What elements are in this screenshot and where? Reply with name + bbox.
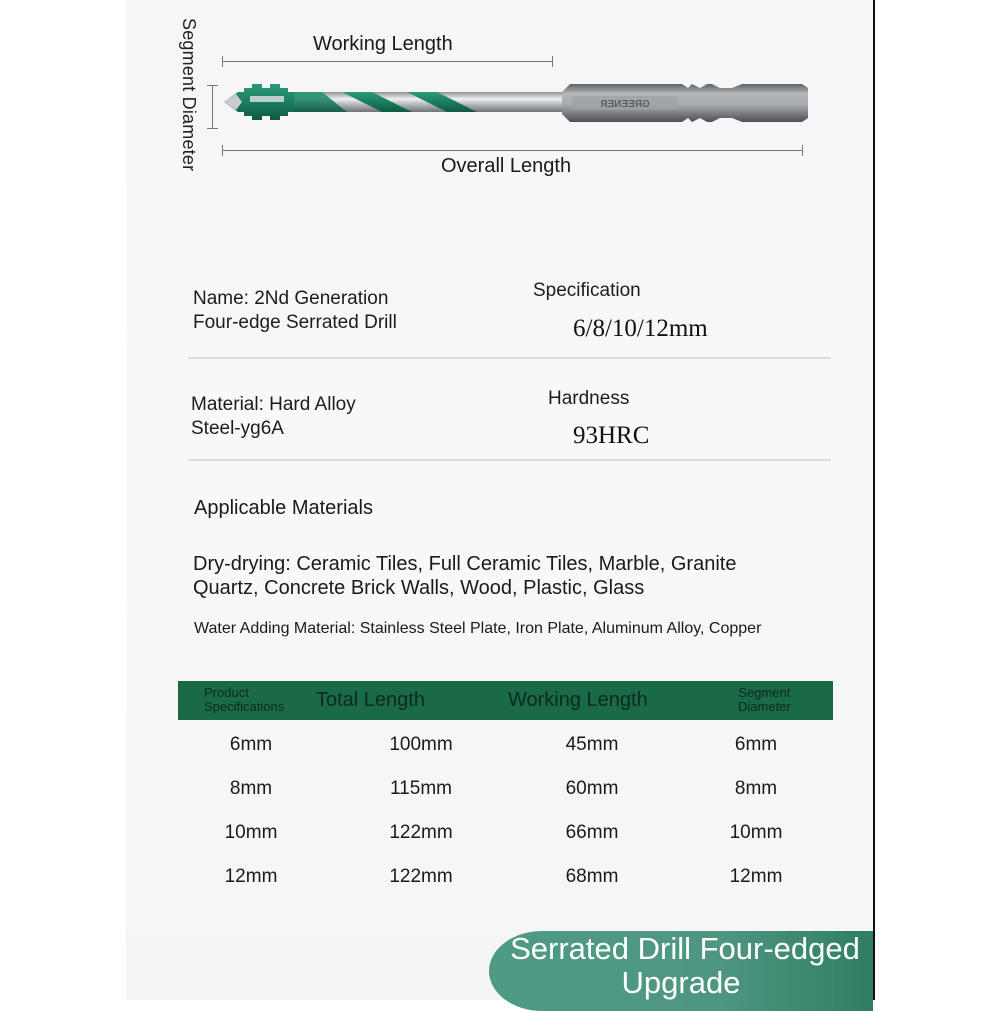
segment-diameter-label: Segment Diameter xyxy=(179,18,199,172)
table-row xyxy=(178,728,833,772)
header-product-specifications: Product Specifications xyxy=(204,685,285,714)
upgrade-banner xyxy=(489,931,873,1011)
divider xyxy=(188,459,831,461)
cell-spec: 8mm xyxy=(229,778,273,799)
table-header xyxy=(178,681,833,720)
dry-materials-line2: Quartz, Concrete Brick Walls, Wood, Plastic, Glass xyxy=(193,577,645,599)
cell-segment-diameter: 8mm xyxy=(734,778,778,799)
working-length-label: Working Length xyxy=(313,33,453,55)
hardness-label: Hardness xyxy=(548,388,630,409)
working-length-marker xyxy=(222,61,553,62)
drill-bit-icon xyxy=(222,78,812,128)
header-working-length: Working Length xyxy=(508,689,648,711)
water-adding-materials: Water Adding Material: Stainless Steel Plate, Iron Plate, Aluminum Alloy, Copper xyxy=(194,620,762,637)
drill-bit-image xyxy=(222,78,812,128)
edge-divider xyxy=(873,0,875,1000)
header-segment-diameter: Segment Diameter xyxy=(738,685,791,714)
table-body xyxy=(178,728,833,904)
banner-line1: Serrated Drill Four-edged xyxy=(510,931,860,966)
table-row xyxy=(178,816,833,860)
cell-total-length: 122mm xyxy=(389,866,453,887)
header-total-length: Total Length xyxy=(316,689,425,711)
segment-diameter-marker xyxy=(212,85,213,129)
hardness-value: 93HRC xyxy=(573,422,650,449)
dry-materials-line1: Dry-drying: Ceramic Tiles, Full Ceramic Tiles, Marble, Granite xyxy=(193,553,737,575)
product-name-line2: Four-edge Serrated Drill xyxy=(193,312,397,333)
cell-working-length: 45mm xyxy=(565,734,619,755)
product-name-line1: Name: 2Nd Generation xyxy=(193,288,389,309)
cell-segment-diameter: 12mm xyxy=(729,866,783,887)
material-line1: Material: Hard Alloy xyxy=(191,394,356,415)
cell-working-length: 66mm xyxy=(565,822,619,843)
svg-text:GREENER: GREENER xyxy=(600,99,650,110)
specification-label: Specification xyxy=(533,280,641,301)
material-line2: Steel-yg6A xyxy=(191,418,284,439)
cell-total-length: 115mm xyxy=(390,778,452,799)
specification-value: 6/8/10/12mm xyxy=(573,315,708,342)
table-row xyxy=(178,772,833,816)
product-material xyxy=(191,393,356,441)
banner-line2: Upgrade xyxy=(621,965,741,1000)
overall-length-label: Overall Length xyxy=(441,155,572,177)
product-name xyxy=(193,287,397,335)
cell-total-length: 100mm xyxy=(389,734,453,755)
cell-spec: 12mm xyxy=(224,866,278,887)
dry-drying-materials xyxy=(193,552,833,600)
divider xyxy=(188,357,831,359)
cell-working-length: 60mm xyxy=(565,778,619,799)
cell-spec: 10mm xyxy=(224,822,278,843)
cell-segment-diameter: 6mm xyxy=(734,734,778,755)
cell-total-length: 122mm xyxy=(389,822,453,843)
applicable-materials-title: Applicable Materials xyxy=(194,497,373,519)
cell-segment-diameter: 10mm xyxy=(729,822,783,843)
table-row xyxy=(178,860,833,904)
cell-spec: 6mm xyxy=(229,734,273,755)
overall-length-marker xyxy=(222,150,803,151)
cell-working-length: 68mm xyxy=(565,866,619,887)
